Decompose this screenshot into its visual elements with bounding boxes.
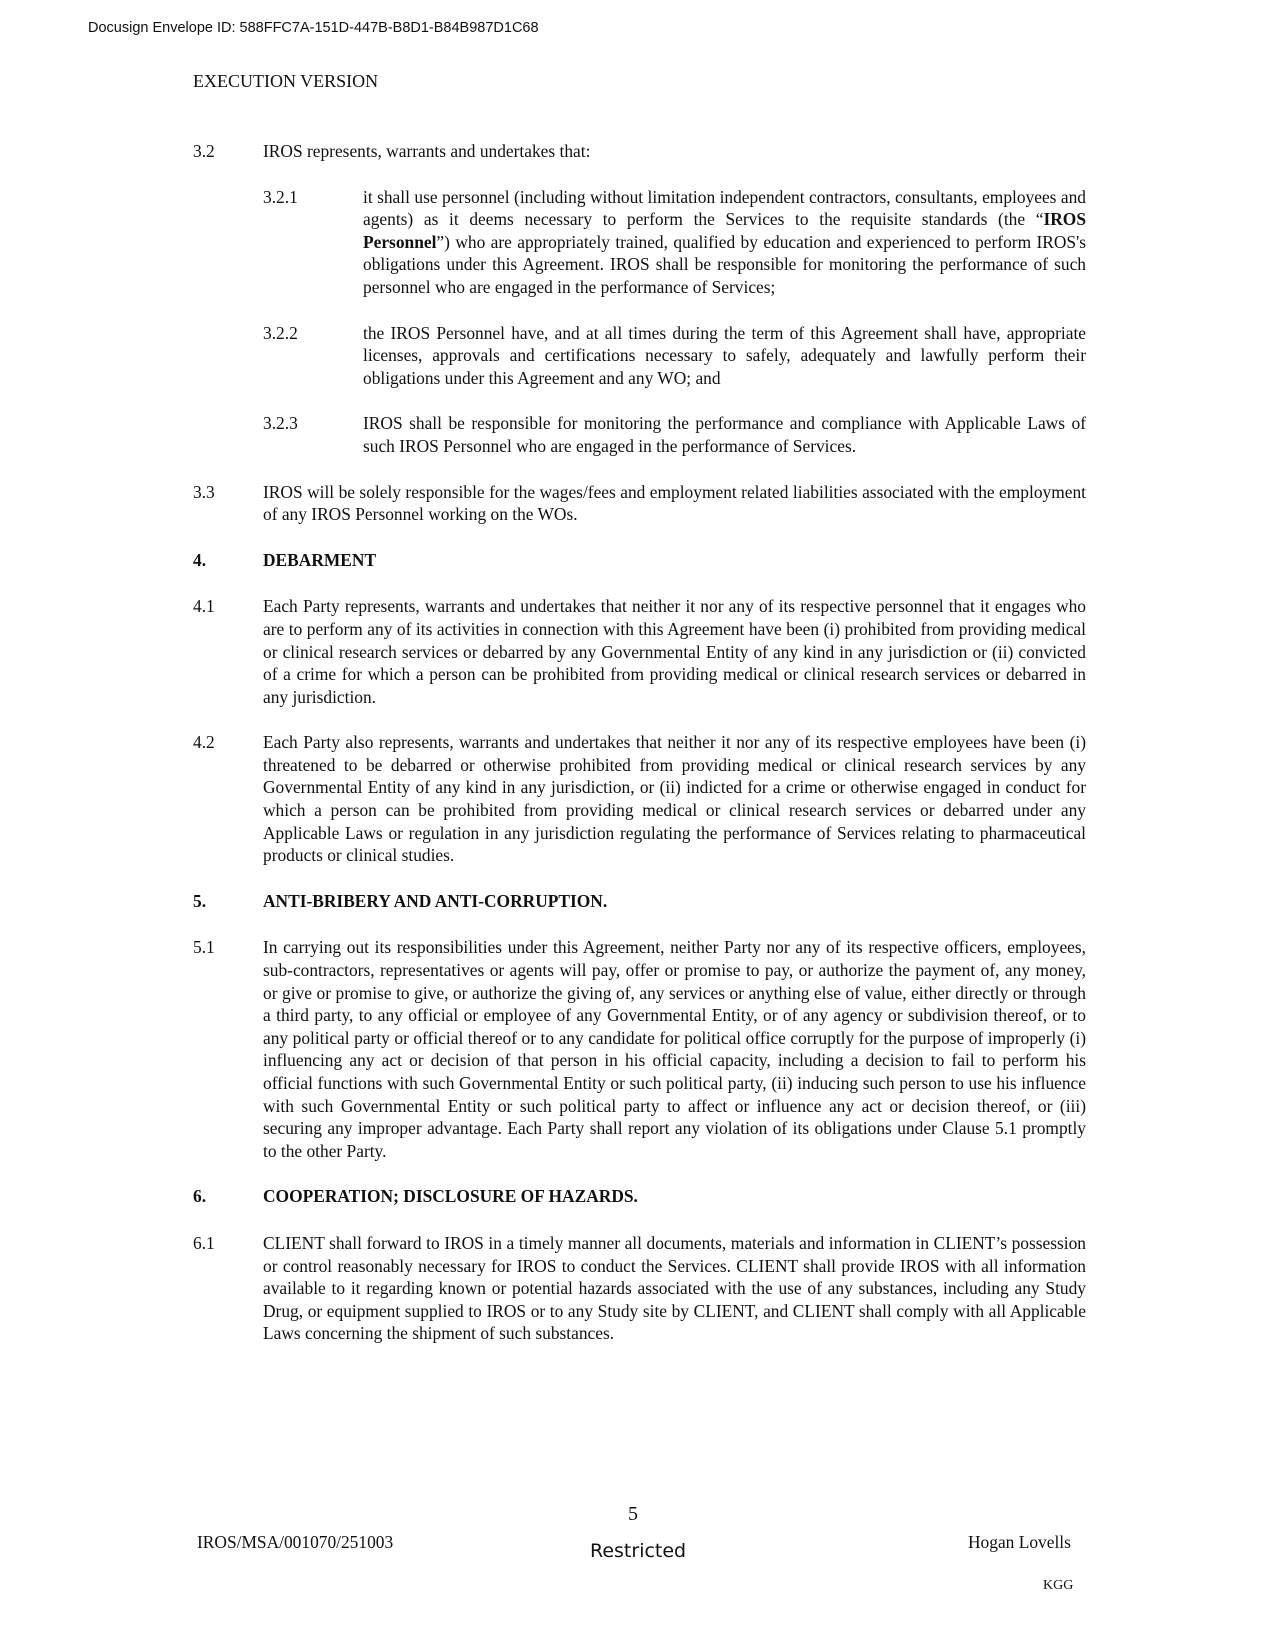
clause-number: 4.1 (193, 596, 215, 617)
execution-version-label: EXECUTION VERSION (193, 71, 379, 91)
section-number: 6. (193, 1186, 207, 1207)
document-reference: IROS/MSA/001070/251003 (197, 1532, 394, 1552)
docusign-envelope-id: Docusign Envelope ID: 588FFC7A-151D-447B-B8D1-B84B987D1C68 (88, 20, 539, 36)
text-segment: ”) who are appropriately trained, qualified by education and experienced to perform IROS's obligations under this Agreement. IROS shall be responsible for monitoring the performance of such personnel who are engaged in the performance of Services; (363, 231, 1086, 297)
section-heading-6 (193, 1185, 1086, 1208)
section-heading-4 (193, 549, 1086, 572)
sub-clause-number: 3.2.3 (263, 413, 298, 434)
section-number: 5. (193, 890, 207, 911)
clause-text: CLIENT shall forward to IROS in a timely manner all documents, materials and information in CLIENT’s possession or control reasonably necessary for IROS to conduct the Services. CLIENT shall provide IROS with all information available to it regarding known or potential hazards associated with the use of any substances, including any Study Drug, or equipment supplied to IROS or to any Study site by CLIENT, and CLIENT shall comply with all Applicable Laws concerning the shipment of such substances. (263, 1232, 1086, 1344)
clause-text: Each Party also represents, warrants and undertakes that neither it nor any of its respective employees have been (i) threatened to be debarred or otherwise prohibited from providing medical or clinical research services by any Governmental Entity of any kind in any jurisdiction, or (ii) indicted for a crime or otherwise engaged in conduct for which a person can be prohibited from providing medical or clinical research services or debarred under any Applicable Laws or regulation in any jurisdiction regulating the performance of Services relating to pharmaceutical products or clinical studies. (263, 732, 1086, 866)
clause-6-1 (193, 1232, 1086, 1345)
sub-clause-list (263, 186, 1086, 458)
section-number: 4. (193, 549, 207, 570)
sub-clause-text: the IROS Personnel have, and at all times during the term of this Agreement shall have, appropriate licenses, approvals and certifications necessary to safely, adequately and lawfully perform their obligations under this Agreement and any WO; and (363, 322, 1086, 388)
clause-text: IROS represents, warrants and undertakes that: (263, 141, 591, 161)
section-title: COOPERATION; DISCLOSURE OF HAZARDS. (263, 1186, 638, 1207)
clause-text: In carrying out its responsibilities under this Agreement, neither Party nor any of its respective officers, employees, sub-contractors, representatives or agents will pay, offer or promise to pay, or authorize the payment of, any money, or give or promise to give, or authorize the giving of, any services or anything else of value, either directly or through a third party, to any official or employee of any Governmental Entity, or of any agency or subdivision thereof, or to any political party or official thereof or to any candidate for political office corruptly for the purpose of improperly (i) influencing any act or decision of that person in his official capacity, including a decision to fail to perform his official functions with such Governmental Entity or such political party, (ii) inducing such person to use his influence with such Governmental Entity or such political party to affect or influence any act or decision thereof, or (iii) securing any improper advantage. Each Party shall report any violation of its obligations under Clause 5.1 promptly to the other Party. (263, 937, 1086, 1161)
classification-label: Restricted (590, 1540, 687, 1562)
defined-term: IROS Personnel (363, 209, 1086, 252)
clause-number: 3.2 (193, 141, 215, 161)
sub-clause-text: IROS shall be responsible for monitoring the performance and compliance with Applicable Laws of such IROS Personnel who are engaged in the performance of Services. (363, 413, 1086, 456)
clause-text: Each Party represents, warrants and undertakes that neither it nor any of its respective personnel that it engages who are to perform any of its activities in connection with this Agreement have been (i) prohibited from providing medical or clinical research services or debarred by any Governmental Entity of any kind in any jurisdiction or (ii) convicted of a crime for which a person can be prohibited from providing medical or clinical research services or debarred in any jurisdiction. (263, 596, 1086, 707)
clause-number: 3.3 (193, 481, 215, 502)
clause-number: 4.2 (193, 732, 215, 753)
clause-4-2 (193, 731, 1086, 867)
clause-number: 5.1 (193, 937, 215, 958)
clause-3-2 (193, 140, 1086, 458)
sub-clause-3-2-2 (263, 322, 1086, 390)
sub-clause-number: 3.2.1 (263, 186, 298, 207)
clause-3-3 (193, 481, 1086, 526)
section-title: DEBARMENT (263, 549, 377, 570)
sub-clause-number: 3.2.2 (263, 322, 298, 343)
document-body (193, 140, 1086, 1368)
initials: KGG (1043, 1578, 1074, 1593)
section-heading-5 (193, 890, 1086, 913)
sub-clause-3-2-1 (263, 186, 1086, 299)
sub-clause-text (363, 186, 1086, 299)
section-title: ANTI-BRIBERY AND ANTI-CORRUPTION. (263, 890, 608, 911)
text-segment: it shall use personnel (including without limitation independent contractors, consultants, employees and agents) as it deems necessary to perform the Services to the requisite standards (the “ (363, 186, 1086, 230)
clause-5-1 (193, 936, 1086, 1162)
law-firm-name: Hogan Lovells (968, 1532, 1071, 1552)
sub-clause-3-2-3 (263, 412, 1086, 457)
clause-text: IROS will be solely responsible for the wages/fees and employment related liabilities associated with the employment of any IROS Personnel working on the WOs. (263, 481, 1086, 525)
clause-4-1 (193, 595, 1086, 708)
clause-number: 6.1 (193, 1232, 215, 1253)
page-number: 5 (628, 1503, 638, 1525)
